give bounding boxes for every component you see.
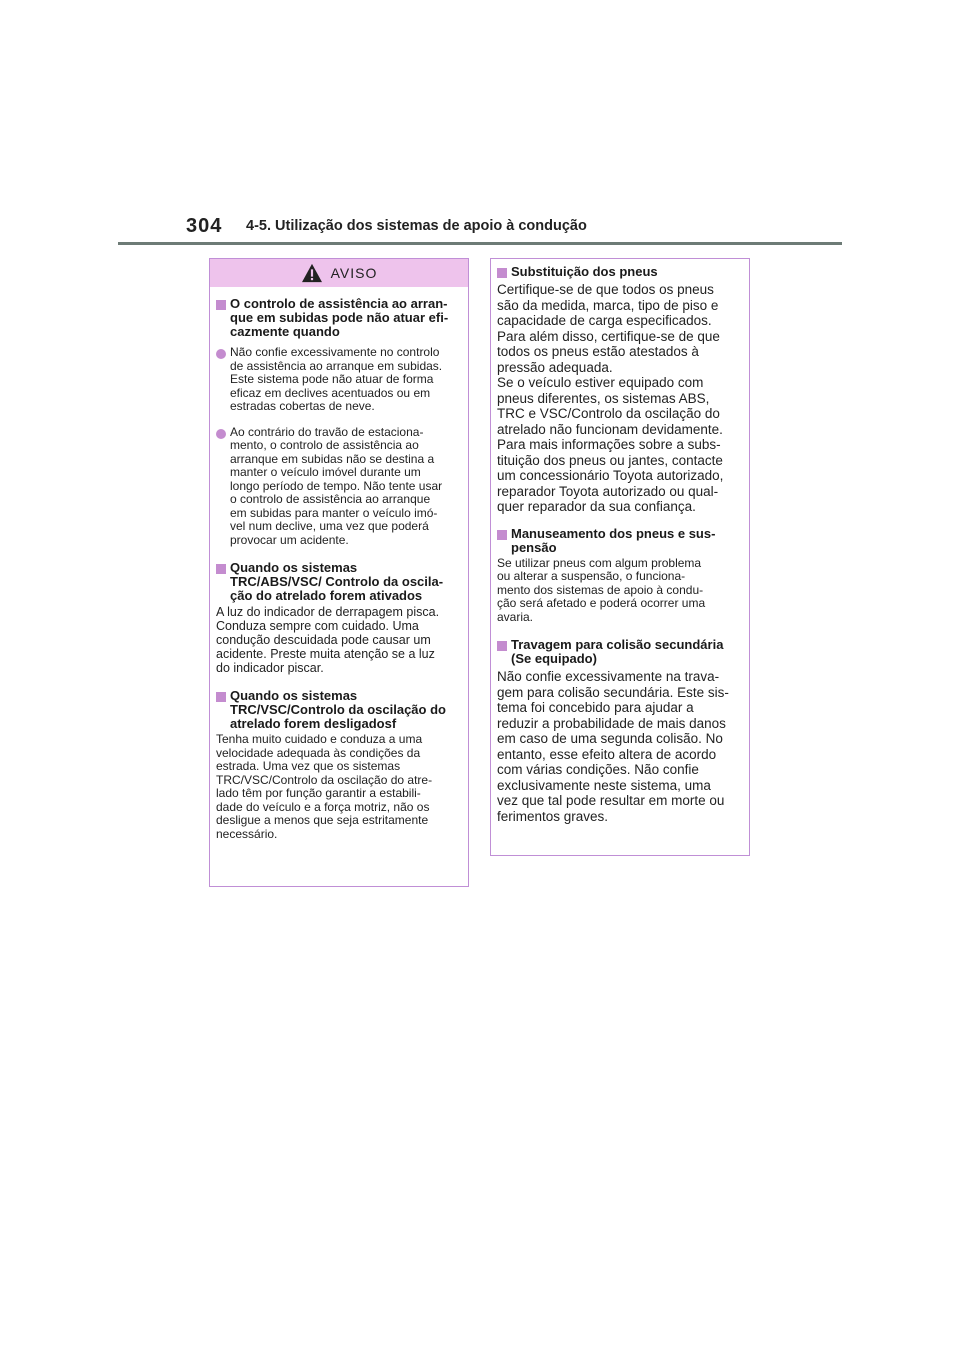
info-item-text: Certifique-se de que todos os pneus são da medida, marca, tipo de piso e capacidade de carga especificados. Para além disso, certifique-se de que todos os pneus estão atestados à pressão adequada. Se o veículo estiver equipado com pneus diferentes, os sistemas ABS, TRC e VSC/Controlo da oscilação do atrelado não funcionam devidamente. Para mais informações sobre a subs- tituição dos pneus ou jantes, contacte um concessionário Toyota autorizado, reparador Toyota autorizado ou qual- quer reparador da sua confiança. bbox=[497, 282, 724, 514]
round-bullet-icon bbox=[216, 349, 226, 359]
warning-item bbox=[216, 297, 456, 547]
square-bullet-icon bbox=[497, 530, 507, 540]
warning-item-text: Tenha muito cuidado e conduza a uma velocidade adequada às condições da estrada. Uma vez que os sistemas TRC/VSC/Controlo da oscilação do atre- lado têm por função garantir a estabili- dade do veículo e a força motriz, não os desligue a menos que seja estritamente necessário. bbox=[216, 732, 433, 841]
warning-triangle-icon bbox=[301, 263, 323, 283]
square-bullet-icon bbox=[216, 564, 226, 574]
square-bullet-icon bbox=[216, 692, 226, 702]
warning-title: AVISO bbox=[330, 265, 378, 281]
bullet-text: Ao contrário do travão de estaciona- mento, o controlo de assistência ao arranque em subidas não se destina a manter o veículo imóvel durante um longo período de tempo. Não tente usar o controlo de assistência ao arranque em subidas para manter o veículo imó- vel num declive, uma vez que poderá provocar um acidente. bbox=[230, 424, 443, 547]
warning-item-title: Quando os sistemas TRC/VSC/Controlo da oscilação do atrelado forem desligadosf bbox=[230, 688, 446, 731]
bullet-item bbox=[216, 346, 456, 414]
info-item-title: Substituição dos pneus bbox=[511, 264, 658, 279]
warning-item bbox=[216, 561, 456, 675]
info-box bbox=[490, 258, 750, 856]
section-title: 4-5. Utilização dos sistemas de apoio à condução bbox=[246, 218, 587, 234]
warning-item-title: Quando os sistemas TRC/ABS/VSC/ Controlo da oscila- ção do atrelado forem ativados bbox=[230, 560, 444, 603]
warning-item bbox=[216, 689, 456, 841]
bullet-item bbox=[216, 426, 456, 548]
warning-box bbox=[209, 258, 469, 887]
square-bullet-icon bbox=[497, 268, 507, 278]
square-bullet-icon bbox=[216, 300, 226, 310]
bullet-text: Não confie excessivamente no controlo de assistência ao arranque em subidas. Este sistema pode não atuar de forma eficaz em declives acentuados ou em estradas cobertas de neve. bbox=[230, 345, 443, 413]
round-bullet-icon bbox=[216, 429, 226, 439]
warning-header bbox=[210, 259, 468, 287]
page-number: 304 bbox=[186, 215, 223, 237]
info-item-text: Não confie excessivamente na trava- gem para colisão secundária. Este sis- tema foi concebido para ajudar a reduzir a probabilidade de mais danos em caso de uma segunda colisão. No entanto, esse efeito altera de acordo com várias condições. Não confie exclusivamente neste sistema, uma vez que tal pode resultar em morte ou ferimentos graves. bbox=[497, 669, 729, 824]
info-item-title: Travagem para colisão secundária (Se equipado) bbox=[511, 637, 724, 666]
header-rule bbox=[118, 242, 842, 245]
warning-item-text: A luz do indicador de derrapagem pisca. Conduza sempre com cuidado. Uma condução descuidada pode causar um acidente. Preste muita atenção se a luz do indicador piscar. bbox=[216, 605, 440, 675]
info-item bbox=[497, 638, 739, 824]
info-item bbox=[497, 527, 739, 625]
warning-item-title: O controlo de assistência ao arran- que em subidas pode não atuar efi- cazmente quando bbox=[230, 296, 449, 339]
info-item-title: Manuseamento dos pneus e sus- pensão bbox=[511, 525, 716, 555]
info-item bbox=[497, 265, 739, 515]
square-bullet-icon bbox=[497, 641, 507, 651]
info-item-text: Se utilizar pneus com algum problema ou alterar a suspensão, o funciona- mento dos sistemas de apoio à condu- ção será afetado e poderá ocorrer uma avaria. bbox=[497, 555, 706, 624]
